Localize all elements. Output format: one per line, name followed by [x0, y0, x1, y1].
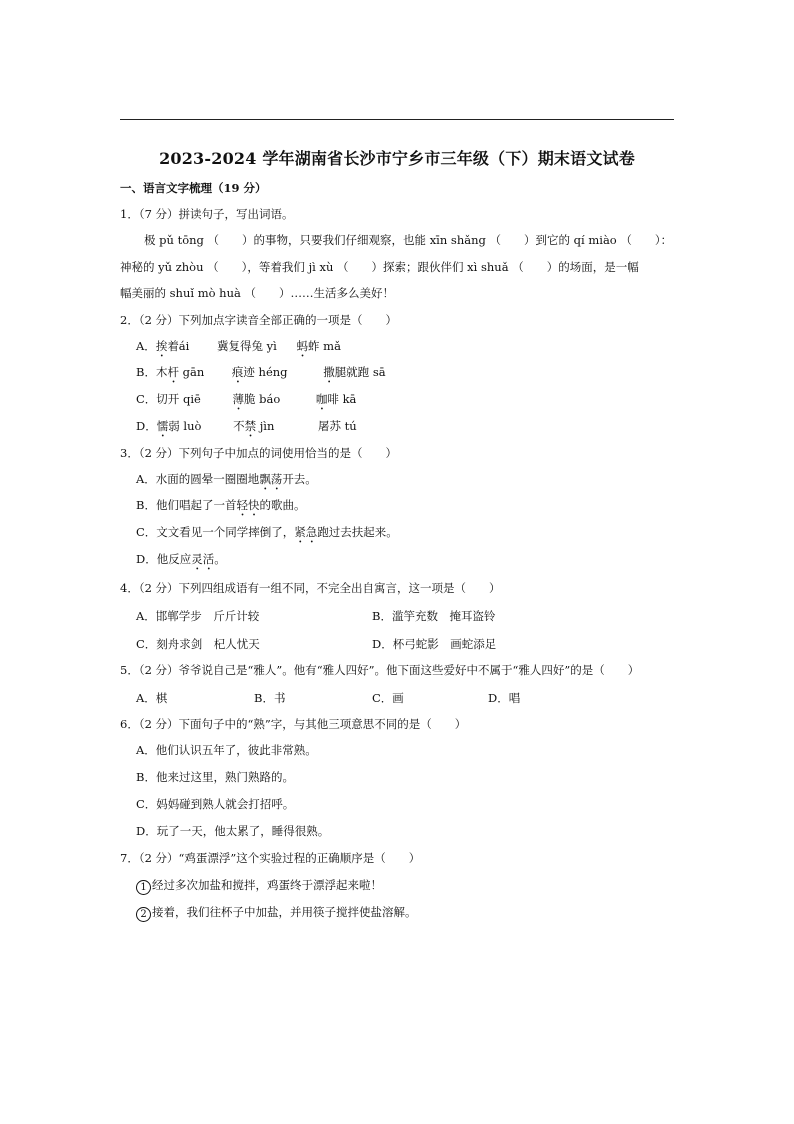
circled-number-1: 1: [136, 880, 151, 895]
q2-option-d: [136, 418, 357, 440]
q1-line-1: 极 pǔ tōng （ ）的事物，只要我们仔细观察，也能 xīn shǎng （ ）到它的 qí miào （ ）：: [144, 233, 673, 247]
option-text: jìn: [256, 419, 275, 433]
q7-stem: 7．（2 分）“鸡蛋漂浮”这个实验过程的正确顺序是（ ）: [120, 851, 421, 865]
dotted-char: 挨: [155, 339, 168, 353]
dotted-char: 杆: [167, 365, 179, 379]
circled-number-2: 2: [136, 907, 151, 922]
q5-option-d: D．唱: [488, 691, 521, 705]
q6-option-c: C．妈妈碰到熟人就会打招呼。: [136, 797, 295, 811]
option-text: 不: [233, 419, 245, 433]
q2-stem: 2．（2 分）下列加点字读音全部正确的一项是（ ）: [120, 313, 398, 327]
q3-option-c: [136, 524, 398, 546]
option-text: C．文文看见一个同学摔倒了，: [136, 525, 295, 539]
dotted-word: 紧急: [294, 525, 318, 539]
option-text: 开去。: [282, 472, 317, 486]
q5-option-b: B．书: [254, 691, 286, 705]
q1-line-3: 幅美丽的 shuǐ mò huà （ ）……生活多么美好！: [120, 286, 395, 300]
dotted-word: 飘荡: [259, 472, 283, 486]
option-text: 蚱 mǎ: [308, 339, 341, 353]
option-text: 屠苏 tú: [318, 419, 357, 433]
q2-option-b: [136, 364, 386, 386]
q5-option-c: C．画: [372, 691, 404, 705]
q5-option-a: A．棋: [136, 691, 168, 705]
q1-stem: 1．（7 分）拼读句子，写出词语。: [120, 207, 294, 221]
dotted-char: 懦: [156, 419, 169, 433]
option-letter: D．: [136, 419, 157, 433]
option-text: gān: [178, 365, 205, 379]
option-letter: A．: [136, 339, 156, 353]
option-text: 。: [214, 552, 226, 566]
option-text: 着ái: [167, 339, 190, 353]
section-heading: 一、语言文字梳理（19 分）: [120, 181, 267, 195]
option-text: B．他们唱起了一首: [136, 498, 237, 512]
dotted-char: 薄: [232, 392, 244, 406]
q3-option-a: [136, 471, 317, 493]
step-text: 经过多次加盐和搅拌，鸡蛋终于漂浮起来啦！: [152, 878, 382, 892]
option-text: 跑过去扶起来。: [317, 525, 398, 539]
q4-option-d: D．杯弓蛇影 画蛇添足: [372, 637, 497, 651]
q3-option-d: [136, 551, 226, 573]
dotted-word: 轻快: [236, 498, 260, 512]
q3-stem: 3．（2 分）下列句子中加点的词使用恰当的是（ ）: [120, 446, 398, 460]
option-text: 腿就跑 sā: [334, 365, 386, 379]
dotted-char: 痕: [231, 365, 244, 379]
option-text: 弱 luò: [168, 419, 202, 433]
q4-stem: 4．（2 分）下列四组成语有一组不同，不完全出自寓言，这一项是（ ）: [120, 581, 501, 595]
q6-stem: 6．（2 分）下面句子中的“熟”字，与其他三项意思不同的是（ ）: [120, 717, 467, 731]
q1-line-2: 神秘的 yǔ zhòu （ ），等着我们 jì xù （ ）探索；跟伙伴们 xì shuǎ （ ）的场面，是一幅: [120, 260, 639, 274]
option-text: 的歌曲。: [259, 498, 306, 512]
dotted-word: 灵活: [191, 552, 215, 566]
exam-title: 2023-2024 学年湖南省长沙市宁乡市三年级（下）期末语文试卷: [159, 149, 635, 168]
option-text: B．木: [136, 365, 168, 379]
q2-option-c: [136, 391, 356, 413]
q3-option-b: [136, 497, 305, 519]
step-text: 接着，我们往杯子中加盐，并用筷子搅拌使盐溶解。: [152, 905, 417, 919]
option-text: A．水面的圆晕一圈圈地: [136, 472, 260, 486]
option-text: D．他反应: [136, 552, 192, 566]
option-text: 冀复得兔 yì: [217, 339, 277, 353]
q6-option-b: B．他来过这里，熟门熟路的。: [136, 770, 294, 784]
dotted-char: 撒: [323, 365, 335, 379]
q6-option-d: D．玩了一天，他太累了，睡得很熟。: [136, 824, 330, 838]
q5-stem: 5．（2 分）爷爷说自己是“雅人”。他有“雅人四好”。他下面这些爱好中不属于“雅人四好”的是（ ）: [120, 663, 640, 677]
option-text: C．切开 qiē: [136, 392, 201, 406]
q7-step-2: [136, 904, 417, 922]
dotted-char: 禁: [244, 419, 257, 433]
option-text: 脆 báo: [243, 392, 281, 406]
option-text: 迹 héng: [243, 365, 288, 379]
q2-option-a: [136, 338, 341, 360]
q6-option-a: A．他们认识五年了，彼此非常熟。: [136, 743, 317, 757]
q4-option-a: A．邯郸学步 斤斤计较: [136, 609, 260, 623]
q4-option-b: B．滥竽充数 掩耳盗铃: [372, 609, 496, 623]
dotted-char: 蚂: [296, 339, 309, 353]
header-rule: [120, 119, 674, 120]
option-text: 啡 kā: [327, 392, 357, 406]
dotted-char: 咖: [315, 392, 328, 406]
q7-step-1: [136, 877, 382, 895]
q4-option-c: C．刻舟求剑 杞人忧天: [136, 637, 260, 651]
